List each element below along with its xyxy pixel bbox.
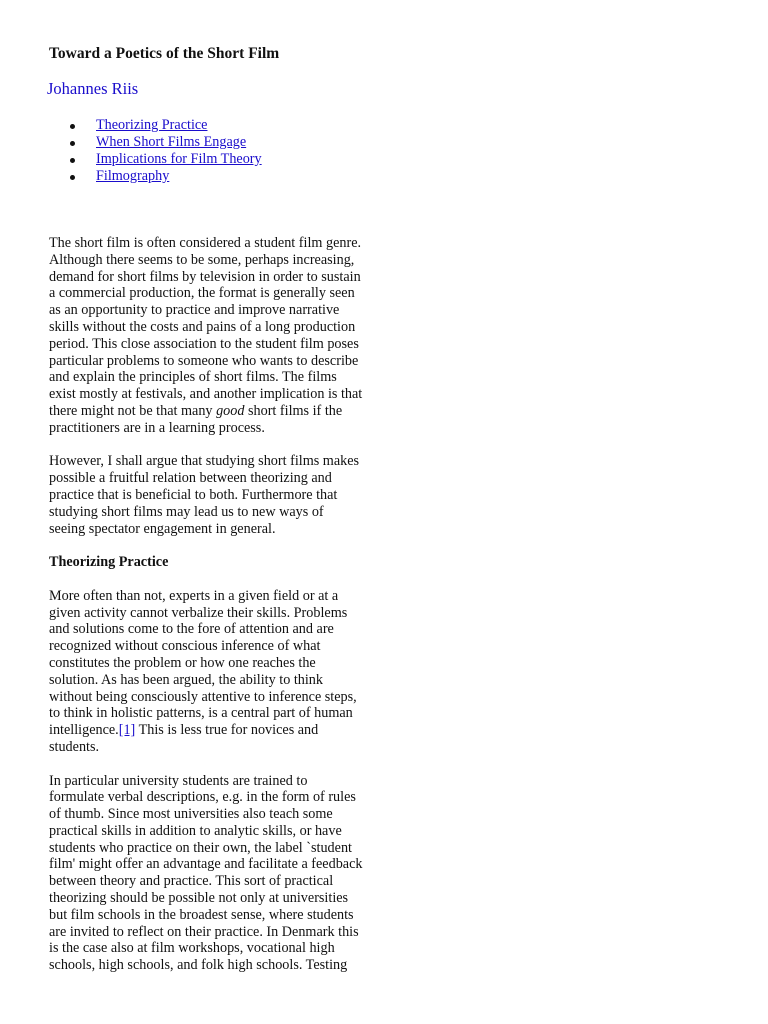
document-title: Toward a Poetics of the Short Film [49, 45, 280, 62]
bullet-icon [70, 141, 75, 146]
text-line: skills without the costs and pains of a long production [49, 318, 356, 335]
text-line: recognized without conscious inference of what [49, 638, 321, 655]
text-line: practitioners are in a learning process. [49, 419, 265, 436]
text-line: practice that is beneficial to both. Furthermore that [49, 486, 338, 503]
bullet-icon [70, 175, 75, 180]
paragraph-experts [49, 588, 401, 756]
text-line [49, 722, 401, 739]
text-line: constitutes the problem or how one reaches the [49, 654, 316, 671]
text-line: students. [49, 738, 100, 755]
text-line: a commercial production, the format is generally seen [49, 285, 355, 302]
text-line: theorizing should be possible not only at universities [49, 890, 349, 907]
article-body [49, 235, 401, 991]
footnote-link[interactable]: [1] [118, 722, 136, 739]
text-line: are invited to reflect on their practice. In Denmark this [49, 923, 359, 940]
emphasis-text: good [216, 402, 245, 419]
text-line: possible a fruitful relation between theorizing and [49, 470, 332, 487]
text-line: and solutions come to the fore of attention and are [49, 621, 334, 638]
text-line: given activity cannot verbalize their skills. Problems [49, 604, 348, 621]
text-line: practical skills in addition to analytic skills, or have [49, 822, 342, 839]
text-fragment: This is less true for novices and [135, 722, 319, 739]
toc-link-theorizing-practice[interactable]: Theorizing Practice [96, 117, 208, 133]
text-line: is the case also at film workshops, vocational high [49, 940, 335, 957]
text-line: More often than not, experts in a given field or at a [49, 587, 339, 604]
paragraph-university-students [49, 773, 401, 975]
text-line: to think in holistic patterns, is a central part of human [49, 705, 353, 722]
text-line: Although there seems to be some, perhaps increasing, [49, 251, 355, 268]
paragraph-argument [49, 453, 401, 537]
toc-link-filmography[interactable]: Filmography [96, 168, 170, 184]
text-line: studying short films may lead us to new ways of [49, 503, 324, 520]
text-line: However, I shall argue that studying short films makes [49, 453, 360, 470]
text-line [49, 403, 401, 420]
text-fragment: intelligence. [49, 722, 119, 739]
bullet-icon [70, 158, 75, 163]
section-heading-theorizing-practice: Theorizing Practice [49, 554, 169, 571]
author-link[interactable]: Johannes Riis [47, 79, 139, 98]
text-line: demand for short films by television in order to sustain [49, 268, 361, 285]
text-line: students who practice on their own, the label `student [49, 839, 352, 856]
text-line: film' might offer an advantage and facilitate a feedback [49, 856, 363, 873]
text-line: seeing spectator engagement in general. [49, 520, 276, 537]
text-line: schools, high schools, and folk high schools. Testing [49, 957, 348, 974]
text-line: period. This close association to the student film poses [49, 335, 359, 352]
text-line: The short film is often considered a student film genre. [49, 235, 362, 251]
text-line: of thumb. Since most universities also teach some [49, 806, 333, 823]
text-line: as an opportunity to practice and improve narrative [49, 302, 340, 319]
bullet-icon [70, 124, 75, 129]
text-line: In particular university students are trained to [49, 772, 308, 789]
text-line: and explain the principles of short films. The films [49, 369, 337, 386]
toc-link-implications-for-film-theory[interactable]: Implications for Film Theory [96, 151, 262, 167]
toc-link-when-short-films-engage[interactable]: When Short Films Engage [96, 134, 247, 150]
text-fragment: short films if the [244, 402, 343, 419]
text-line: exist mostly at festivals, and another implication is that [49, 386, 363, 403]
text-line: solution. As has been argued, the ability to think [49, 671, 323, 688]
text-line: but film schools in the broadest sense, where students [49, 906, 354, 923]
text-line: formulate verbal descriptions, e.g. in the form of rules [49, 789, 356, 806]
text-fragment: there might not be that many [49, 402, 217, 419]
text-line: without being consciously attentive to inference steps, [49, 688, 357, 705]
text-line: particular problems to someone who wants to describe [49, 352, 359, 369]
text-line: between theory and practice. This sort of practical [49, 873, 334, 890]
paragraph-intro [49, 235, 401, 437]
